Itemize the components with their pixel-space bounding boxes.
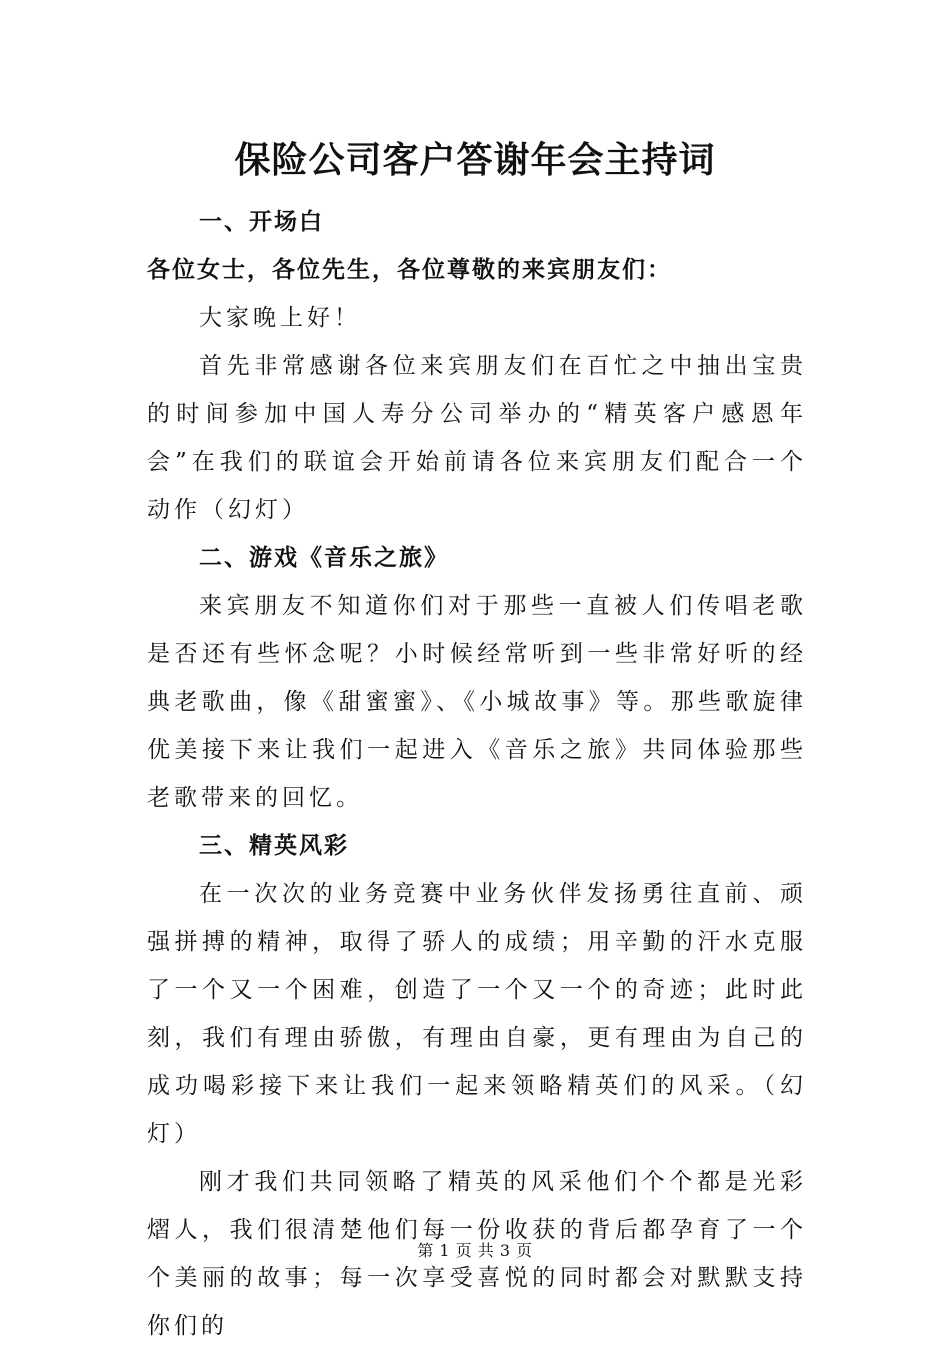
document-title: 保险公司客户答谢年会主持词 (234, 139, 716, 181)
section-heading-music-game: 二、游戏《音乐之旅》 (199, 544, 449, 571)
section-heading-elite: 三、精英风彩 (199, 832, 349, 859)
paragraph-elite-achievements: 在一次次的业务竞赛中业务伙伴发扬勇往直前、顽强拼搏的精神，取得了骄人的成绩；用辛勤的汗水克服了一个又一个困难，创造了一个又一个的奇迹；此时此刻，我们有理由骄傲，有理由自豪，更有理由为自己的成功喝彩接下来让我们一起来领略精英们的风采。（幻灯） (147, 881, 807, 1147)
section-heading-opening: 一、开场白 (199, 208, 324, 235)
paragraph-greeting: 大家晚上好！ (199, 305, 361, 331)
page-number-footer: 第 1 页 共 3 页 (417, 1241, 533, 1260)
paragraph-thanks: 首先非常感谢各位来宾朋友们在百忙之中抽出宝贵的时间参加中国人寿分公司举办的“精英客户感恩年会”在我们的联谊会开始前请各位来宾朋友们配合一个动作（幻灯） (147, 353, 807, 523)
salutation-line: 各位女士，各位先生，各位尊敬的来宾朋友们： (147, 256, 672, 283)
paragraph-music-game: 来宾朋友不知道你们对于那些一直被人们传唱老歌是否还有些怀念呢？小时候经常听到一些非常好听的经典老歌曲，像《甜蜜蜜》、《小城故事》等。那些歌旋律优美接下来让我们一起进入《音乐之旅》共同体验那些老歌带来的回忆。 (147, 593, 807, 811)
document-body (147, 198, 807, 1350)
paragraph-elite-stories: 刚才我们共同领略了精英的风采他们个个都是光彩熠人，我们很清楚他们每一份收获的背后都孕育了一个个美丽的故事；每一次享受喜悦的同时都会对默默支持你们的 (147, 1169, 807, 1339)
